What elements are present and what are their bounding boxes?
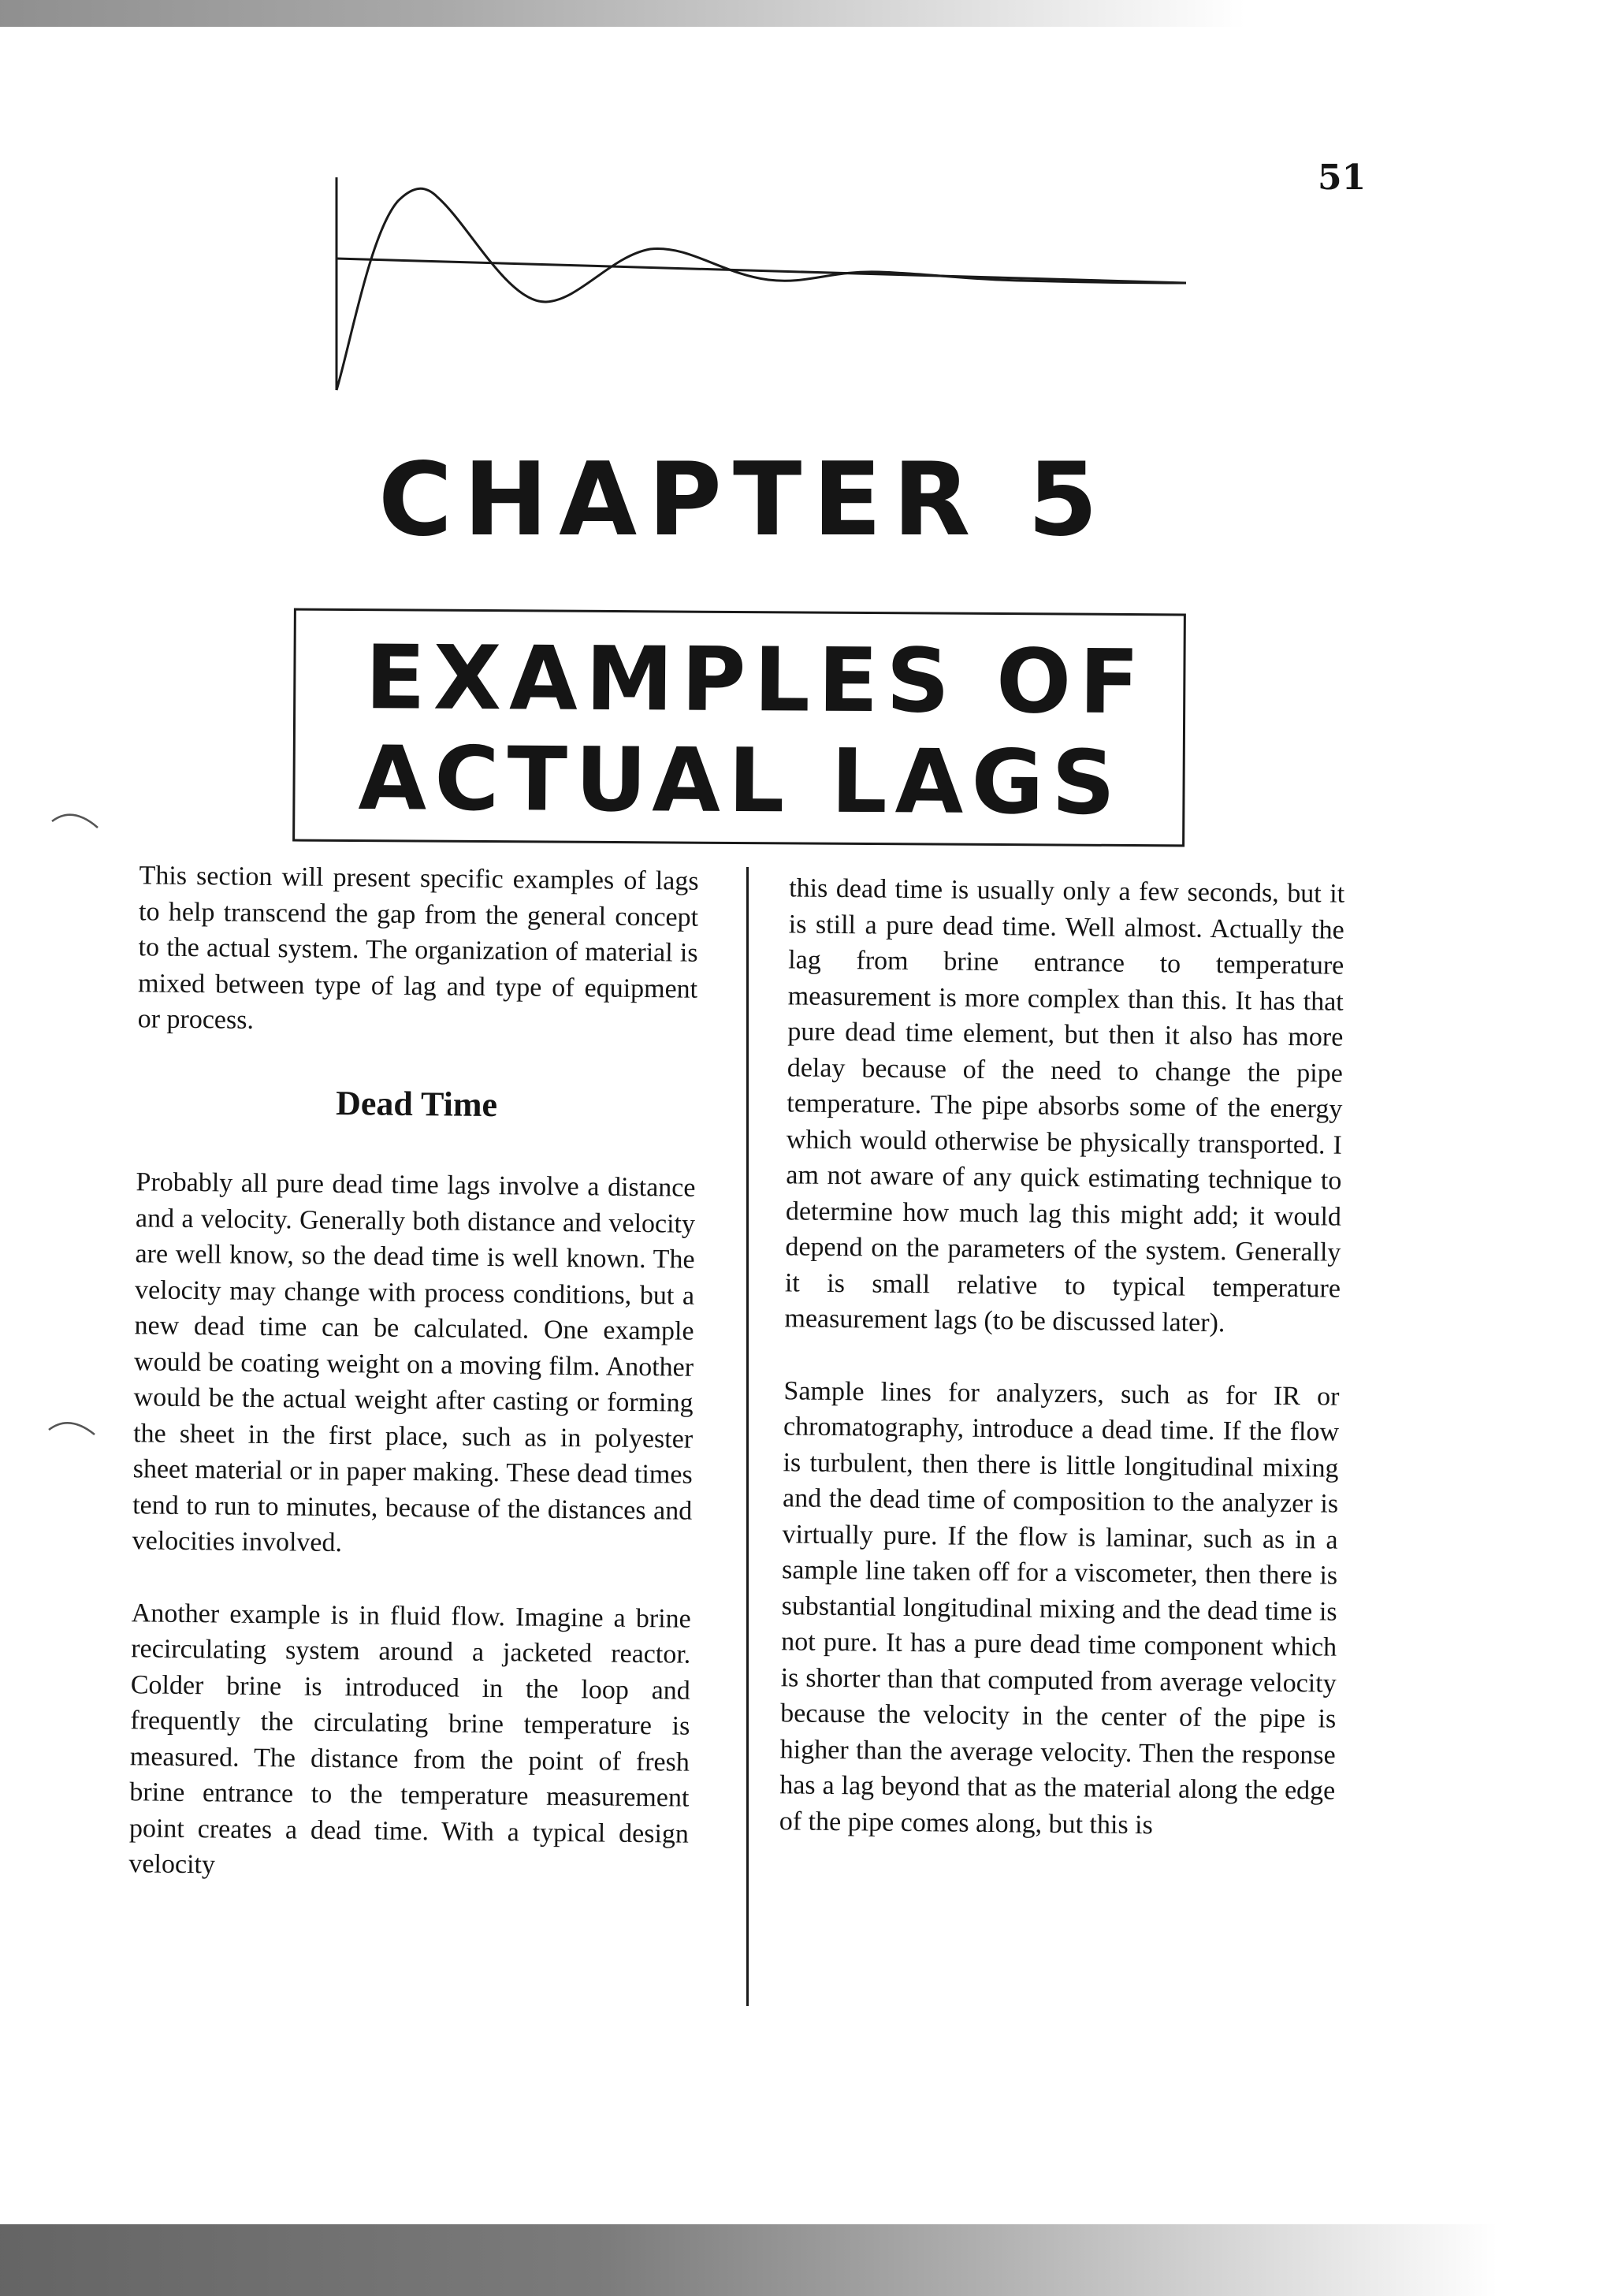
right-column: [779, 870, 1345, 1844]
body-paragraph-3: this dead time is usually only a few seconds, but it is still a pure dead time. Well almost. Actually the lag from brine entrance to temperature measurement is more complex than this. It has that pure dead time element, but then it also has more delay because of the need to change the pipe temperature. The pipe absorbs some of the energy which would otherwise be physically transported. I am not aware of any quick estimating technique to determine how much lag this might add; it would depend on the parameters of the system. Generally it is small relative to typical temperature measurement lags (to be discussed later).: [784, 873, 1345, 1338]
scan-mark: [46, 1411, 101, 1442]
body-paragraph-4: Sample lines for analyzers, such as for IR or chromatography, introduce a dead time. If the flow is turbulent, then there is little longitudinal mixing and the dead time of composition to the analyzer is virtually pure. If the flow is laminar, such as in a sample line taken off for a viscometer, then there is substantial longitudinal mixing and the dead time is not pure. It has a pure dead time component which is shorter than that computed from average velocity because the velocity in the center of the pipe is higher than the average velocity. Then the response has a lag beyond that as the material along the edge of the pipe comes along, but this is: [779, 1375, 1340, 1840]
body-paragraph-2: Another example is in fluid flow. Imagine a brine recirculating system around a jacketed reactor. Colder brine is introduced in the loop and frequently the circulating brine temperature is measured. The distance from the point of fresh brine entrance to the temperature measurement point creates a dead time. With a typical design velocity: [128, 1598, 691, 1880]
scan-edge-bottom: [0, 2224, 1497, 2296]
scan-edge-top: [0, 0, 1245, 27]
chapter-title-line-1: EXAMPLES OF: [364, 627, 1148, 735]
left-column: [128, 858, 699, 1888]
page-number: 51: [1318, 158, 1367, 198]
graphic-response-curve: [337, 188, 1186, 390]
damped-oscillation-graphic: [327, 169, 1202, 406]
section-heading: Dead Time: [335, 1083, 498, 1124]
intro-paragraph: This section will present specific examples of lags to help transcend the gap from the general concept to the actual system. The organization of material is mixed between type of lag and type of equipment or process.: [137, 861, 699, 1035]
chapter-title-box: [292, 608, 1186, 847]
scan-mark: [49, 804, 104, 835]
chapter-label: CHAPTER 5: [378, 441, 1109, 559]
body-paragraph-1: Probably all pure dead time lags involve a distance and a velocity. Generally both distance and velocity are well know, so the dead time is well known. The velocity may change with process conditions, but a new dead time can be calculated. One example would be coating weight on a moving film. Another would be the actual weight after casting or forming the sheet in the first place, such as in polyester sheet material or in paper making. These dead times tend to run to minutes, because of the distances and velocities involved.: [132, 1167, 696, 1558]
column-divider: [746, 867, 749, 2006]
chapter-title-line-2: ACTUAL LAGS: [358, 728, 1124, 835]
